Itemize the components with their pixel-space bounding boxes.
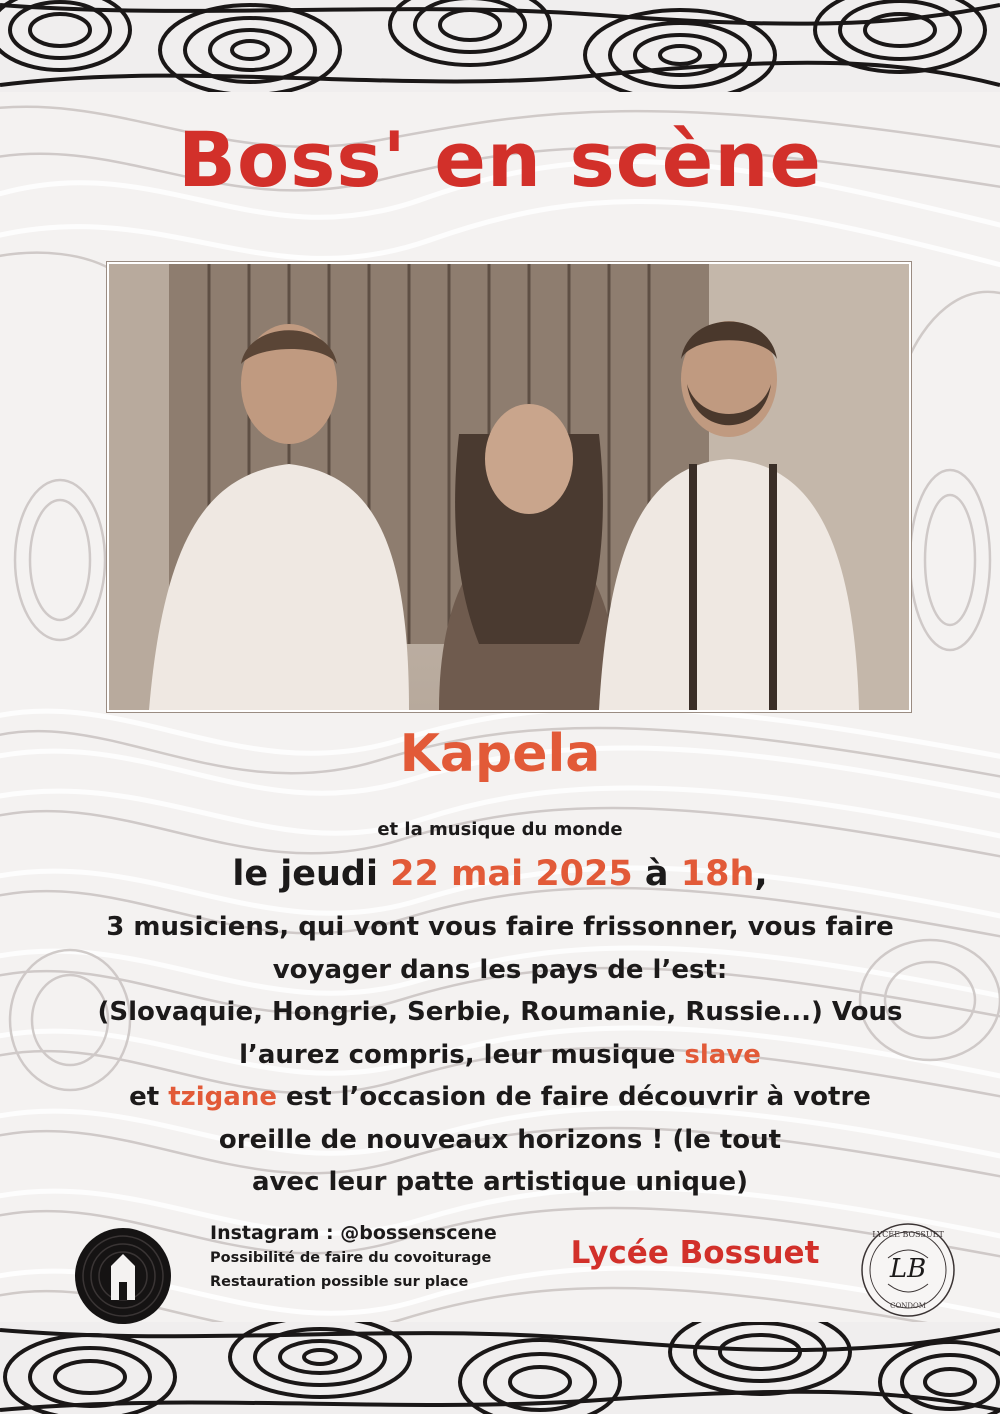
top-swirl-band	[0, 0, 1000, 92]
vinyl-record-house-icon	[73, 1226, 173, 1326]
instagram-handle[interactable]: Instagram : @bossenscene	[210, 1222, 497, 1244]
description-text: et	[129, 1082, 169, 1112]
carpool-note: Possibilité de faire du covoiturage	[210, 1250, 492, 1266]
description-text: l’aurez compris, leur musique	[239, 1039, 685, 1070]
band-photo	[107, 262, 911, 712]
date-middle: à	[632, 854, 681, 894]
description	[80, 906, 920, 1204]
date-prefix: le jeudi	[232, 854, 391, 894]
school-seal-icon	[858, 1220, 958, 1320]
seal-top-text: LYCÉE BOSSUET	[872, 1230, 944, 1239]
band-name: Kapela	[399, 724, 601, 784]
description-line: oreille de nouveaux horizons ! (le tout	[218, 1124, 782, 1155]
description-line: avec leur patte artistique unique)	[251, 1167, 749, 1197]
seal-initials: LB	[889, 1254, 927, 1284]
poster-title: Boss' en scène	[178, 115, 822, 204]
description-text: est l’occasion de faire découvrir à votre	[276, 1082, 871, 1112]
description-line	[80, 1076, 920, 1119]
seal-bottom-text: CONDOM	[890, 1302, 926, 1310]
date-suffix: ,	[754, 854, 768, 894]
tzigane-highlight: tzigane	[168, 1082, 277, 1112]
description-line: 3 musiciens, qui vont vous faire frissonner, vous faire	[106, 912, 894, 942]
slave-highlight: slave	[684, 1039, 761, 1070]
bottom-swirl-band	[0, 1322, 1000, 1414]
event-date: 22 mai 2025	[390, 854, 633, 894]
food-note: Restauration possible sur place	[210, 1274, 469, 1290]
footer-info	[210, 1220, 530, 1294]
event-time: 18h	[680, 854, 755, 894]
subtitle: et la musique du monde	[377, 819, 623, 840]
event-date-line	[0, 854, 1000, 894]
description-line: voyager dans les pays de l’est:	[272, 954, 728, 985]
description-line: (Slovaquie, Hongrie, Serbie, Roumanie, Russie...) Vous	[97, 997, 903, 1027]
description-line	[80, 1034, 920, 1077]
school-name: Lycée Bossuet	[570, 1235, 820, 1271]
